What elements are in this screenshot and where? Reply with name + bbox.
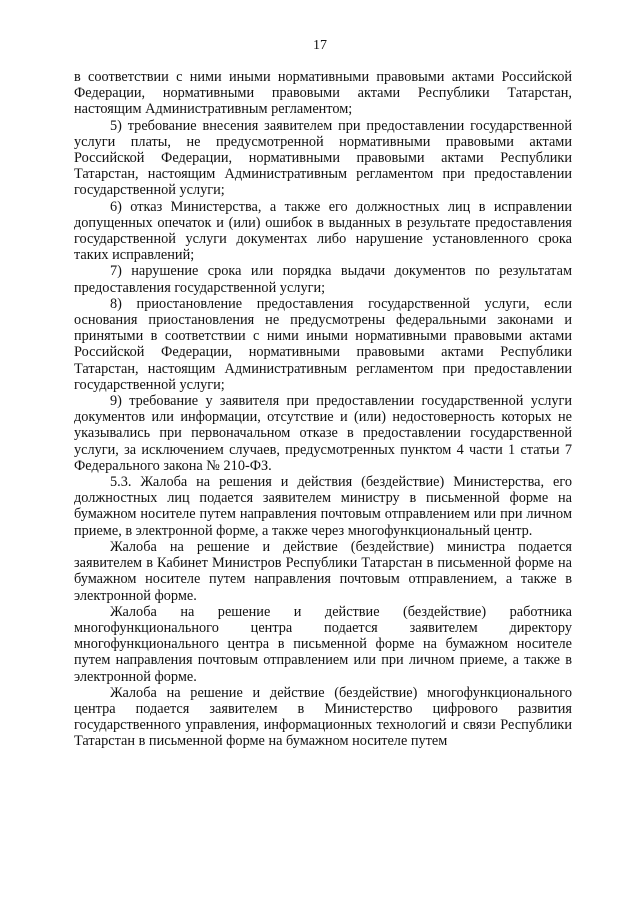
paragraph-item-5: 5) требование внесения заявителем при предоставлении государственной услуги платы, не предусмотренной нормативными правовыми актами Российской Федерации, нормативными правовыми актами Республики Татарстан, настоящим Административным регламентом при предоставлении государственной услуги;	[74, 117, 572, 199]
paragraph-item-7: 7) нарушение срока или порядка выдачи документов по результатам предоставления государственной услуги;	[74, 263, 572, 296]
document-body	[74, 69, 572, 750]
page-number: 17	[313, 38, 327, 53]
paragraph-item-9: 9) требование у заявителя при предоставлении государственной услуги документов или информации, отсутствие и (или) недостоверность которых не указывались при первоначальном отказе в предоставлении государственной услуги, за исключением случаев, предусмотренных пунктом 4 части 1 статьи 7 Федерального закона № 210-ФЗ.	[74, 393, 572, 474]
paragraph-item-6: 6) отказ Министерства, а также его должностных лиц в исправлении допущенных опечаток и (или) ошибок в выданных в результате предоставления государственной услуги документах либо нарушение установленного срока таких исправлений;	[74, 198, 572, 264]
paragraph-complaint-minister: Жалоба на решение и действие (бездействие) министра подается заявителем в Кабинет Министров Республики Татарстан в письменной форме на бумажном носителе путем направления почтовым отправлением, а также в электронной форме.	[74, 538, 572, 604]
paragraph-complaint-mfc: Жалоба на решение и действие (бездействие) многофункционального центра подается заявителем в Министерство цифрового развития государственного управления, информационных технологий и связи Республики Татарстан в письменной форме на бумажном носителе путем	[74, 684, 572, 750]
paragraph-item-8: 8) приостановление предоставления государственной услуги, если основания приостановления не предусмотрены федеральными законами и принятыми в соответствии с ними иными нормативными правовыми актами Российской Федерации, нормативными правовыми актами Республики Татарстан, настоящим Административным регламентом при предоставлении государственной услуги;	[74, 295, 572, 393]
paragraph-continuation: в соответствии с ними иными нормативными правовыми актами Российской Федерации, нормативными правовыми актами Республики Татарстан, настоящим Административным регламентом;	[74, 69, 572, 118]
paragraph-complaint-mfc-employee: Жалоба на решение и действие (бездействие) работника многофункционального центра подается заявителем директору многофункционального центра в письменной форме на бумажном носителе путем направления почтовым отправлением или при личном приеме, а также в электронной форме.	[74, 603, 572, 685]
paragraph-section-5-3: 5.3. Жалоба на решения и действия (бездействие) Министерства, его должностных лиц подается заявителем министру в письменной форме на бумажном носителе путем направления почтовым отправлением или при личном приеме, в электронной форме, а также через многофункциональный центр.	[74, 474, 572, 539]
